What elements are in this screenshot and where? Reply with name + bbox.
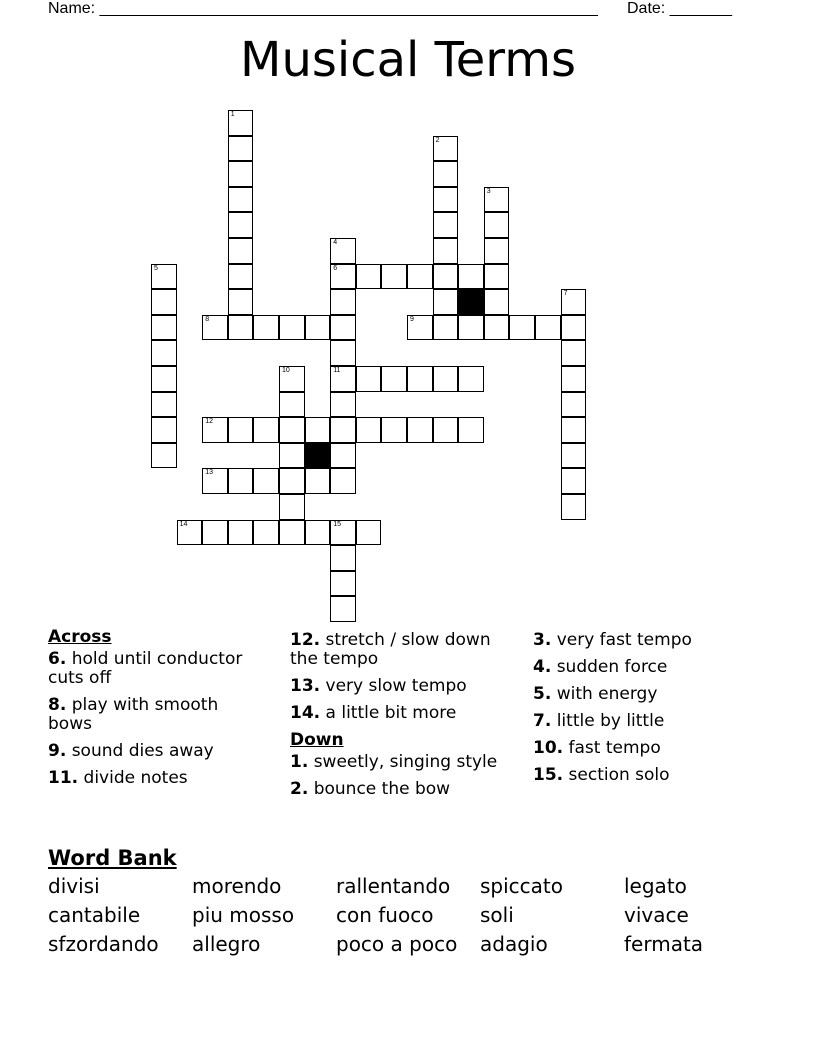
grid-cell[interactable] [381, 366, 407, 392]
grid-cell[interactable] [305, 315, 331, 341]
word-bank-heading: Word Bank [48, 846, 177, 870]
clues-column-1 [48, 628, 263, 796]
grid-cell[interactable] [228, 520, 254, 546]
down-heading: Down [290, 730, 344, 750]
grid-cell[interactable] [330, 340, 356, 366]
grid-cell[interactable] [228, 161, 254, 187]
cell-number: 15 [333, 520, 341, 528]
clue-across-11: 11. divide notes [48, 768, 188, 788]
cell-number: 13 [205, 469, 213, 477]
grid-cell[interactable] [381, 264, 407, 290]
grid-cell[interactable] [381, 417, 407, 443]
grid-cell[interactable] [433, 136, 459, 162]
grid-cell[interactable] [202, 417, 228, 443]
grid-cell[interactable] [561, 340, 587, 366]
grid-cell[interactable] [330, 468, 356, 494]
grid-cell[interactable] [151, 264, 177, 290]
name-line[interactable]: ________________________________________________________ [99, 0, 598, 17]
word-bank-item: spiccato [480, 874, 563, 898]
grid-cell[interactable] [228, 187, 254, 213]
grid-cell[interactable] [279, 315, 305, 341]
grid-cell[interactable] [433, 212, 459, 238]
grid-cell[interactable] [305, 520, 331, 546]
grid-cell[interactable] [253, 417, 279, 443]
grid-cell[interactable] [151, 366, 177, 392]
cell-number: 3 [486, 187, 491, 195]
word-bank-row [48, 903, 788, 932]
clue-down-1: 1. sweetly, singing style [290, 752, 498, 772]
grid-cell[interactable] [228, 468, 254, 494]
cell-number: 2 [435, 136, 440, 144]
grid-cell[interactable] [202, 468, 228, 494]
across-heading: Across [48, 627, 112, 647]
grid-cell[interactable] [330, 315, 356, 341]
clue-down-15: 15. section solo [533, 765, 670, 785]
grid-cell[interactable] [330, 596, 356, 622]
date-line[interactable]: _______ [669, 0, 732, 17]
word-bank-item: rallentando [336, 874, 451, 898]
grid-cell[interactable] [433, 417, 459, 443]
cell-number: 10 [282, 367, 290, 374]
grid-cell[interactable] [151, 392, 177, 418]
grid-cell[interactable] [279, 392, 305, 418]
word-bank [48, 874, 788, 961]
grid-cell[interactable] [561, 494, 587, 520]
grid-cell[interactable] [458, 417, 484, 443]
grid-cell[interactable] [253, 468, 279, 494]
clue-down-4: 4. sudden force [533, 657, 668, 677]
grid-cell[interactable] [407, 264, 433, 290]
grid-cell[interactable] [535, 315, 561, 341]
grid-cell[interactable] [561, 392, 587, 418]
grid-cell[interactable] [356, 366, 382, 392]
clues-column-2 [290, 631, 510, 807]
grid-cell[interactable] [458, 315, 484, 341]
word-bank-item: legato [624, 874, 687, 898]
grid-block [458, 289, 484, 315]
word-bank-item: poco a poco [336, 932, 458, 956]
grid-cell[interactable] [279, 417, 305, 443]
grid-cell[interactable] [356, 520, 382, 546]
grid-cell[interactable] [509, 315, 535, 341]
grid-cell[interactable] [202, 520, 228, 546]
page-title: Musical Terms [240, 32, 576, 88]
word-bank-row [48, 874, 788, 903]
cell-number: 8 [205, 315, 210, 323]
cell-number: 11 [333, 367, 341, 374]
cell-number: 14 [179, 520, 188, 528]
cell-number: 1 [230, 111, 235, 118]
grid-cell[interactable] [330, 264, 356, 290]
cell-number: 6 [333, 264, 338, 272]
grid-cell[interactable] [356, 264, 382, 290]
word-bank-item: fermata [624, 932, 704, 956]
word-bank-item: divisi [48, 874, 100, 898]
grid-cell[interactable] [330, 443, 356, 469]
grid-cell[interactable] [228, 315, 254, 341]
grid-cell[interactable] [305, 468, 331, 494]
grid-cell[interactable] [561, 315, 587, 341]
grid-cell[interactable] [202, 315, 228, 341]
clue-across-12: 12. stretch / slow down the tempo [290, 630, 491, 669]
grid-cell[interactable] [279, 366, 305, 392]
clue-across-9: 9. sound dies away [48, 741, 214, 761]
grid-cell[interactable] [330, 545, 356, 571]
clue-across-8: 8. play with smooth bows [48, 695, 219, 734]
word-bank-item: con fuoco [336, 903, 434, 927]
grid-cell[interactable] [151, 289, 177, 315]
grid-cell[interactable] [228, 264, 254, 290]
grid-cell[interactable] [151, 315, 177, 341]
grid-cell[interactable] [228, 212, 254, 238]
grid-cell[interactable] [561, 289, 587, 315]
grid-cell[interactable] [279, 443, 305, 469]
name-label: Name: [48, 0, 96, 17]
grid-cell[interactable] [330, 417, 356, 443]
grid-cell[interactable] [407, 366, 433, 392]
grid-cell[interactable] [407, 417, 433, 443]
grid-cell[interactable] [407, 315, 433, 341]
word-bank-item: allegro [192, 932, 261, 956]
grid-cell[interactable] [151, 340, 177, 366]
grid-cell[interactable] [330, 392, 356, 418]
grid-cell[interactable] [561, 417, 587, 443]
clue-down-5: 5. with energy [533, 684, 658, 704]
clue-down-10: 10. fast tempo [533, 738, 661, 758]
grid-cell[interactable] [151, 417, 177, 443]
grid-cell[interactable] [253, 315, 279, 341]
cell-number: 5 [154, 264, 158, 272]
grid-cell[interactable] [228, 417, 254, 443]
word-bank-item: cantabile [48, 903, 141, 927]
grid-cell[interactable] [561, 443, 587, 469]
word-bank-item: sfzordando [48, 932, 159, 956]
grid-cell[interactable] [433, 187, 459, 213]
word-bank-item: soli [480, 903, 514, 927]
clues-column-3 [533, 631, 773, 793]
date-label: Date: [627, 0, 666, 17]
word-bank-item: vivace [624, 903, 689, 927]
grid-cell[interactable] [433, 315, 459, 341]
grid-cell[interactable] [253, 520, 279, 546]
grid-cell[interactable] [561, 468, 587, 494]
grid-cell[interactable] [484, 315, 510, 341]
grid-cell[interactable] [433, 161, 459, 187]
clue-across-13: 13. very slow tempo [290, 676, 467, 696]
cell-number: 4 [333, 239, 338, 246]
grid-cell[interactable] [151, 443, 177, 469]
grid-cell[interactable] [330, 289, 356, 315]
clue-down-7: 7. little by little [533, 711, 665, 731]
grid-cell[interactable] [433, 264, 459, 290]
grid-cell[interactable] [433, 366, 459, 392]
grid-cell[interactable] [484, 264, 510, 290]
clue-down-3: 3. very fast tempo [533, 630, 692, 650]
grid-cell[interactable] [330, 366, 356, 392]
grid-cell[interactable] [484, 289, 510, 315]
grid-cell[interactable] [228, 238, 254, 264]
grid-cell[interactable] [279, 468, 305, 494]
cell-number: 9 [410, 315, 414, 323]
grid-cell[interactable] [433, 238, 459, 264]
grid-cell[interactable] [458, 264, 484, 290]
grid-cell[interactable] [561, 366, 587, 392]
grid-cell[interactable] [356, 417, 382, 443]
grid-cell[interactable] [305, 417, 331, 443]
grid-block [305, 443, 331, 469]
grid-cell[interactable] [177, 520, 203, 546]
grid-cell[interactable] [484, 187, 510, 213]
grid-cell[interactable] [433, 289, 459, 315]
grid-cell[interactable] [484, 212, 510, 238]
word-bank-item: morendo [192, 874, 282, 898]
cell-number: 12 [205, 418, 213, 426]
clue-across-14: 14. a little bit more [290, 703, 457, 723]
grid-cell[interactable] [484, 238, 510, 264]
word-bank-item: piu mosso [192, 903, 295, 927]
grid-cell[interactable] [330, 520, 356, 546]
clue-down-2: 2. bounce the bow [290, 779, 451, 799]
clue-across-6: 6. hold until conductor cuts off [48, 649, 243, 688]
word-bank-row [48, 932, 788, 961]
grid-cell[interactable] [279, 494, 305, 520]
word-bank-item: adagio [480, 932, 548, 956]
grid-cell[interactable] [228, 289, 254, 315]
grid-cell[interactable] [330, 571, 356, 597]
cell-number: 7 [563, 290, 568, 298]
grid-cell[interactable] [330, 238, 356, 264]
grid-cell[interactable] [228, 110, 254, 136]
grid-cell[interactable] [279, 520, 305, 546]
grid-cell[interactable] [458, 366, 484, 392]
grid-cell[interactable] [228, 136, 254, 162]
